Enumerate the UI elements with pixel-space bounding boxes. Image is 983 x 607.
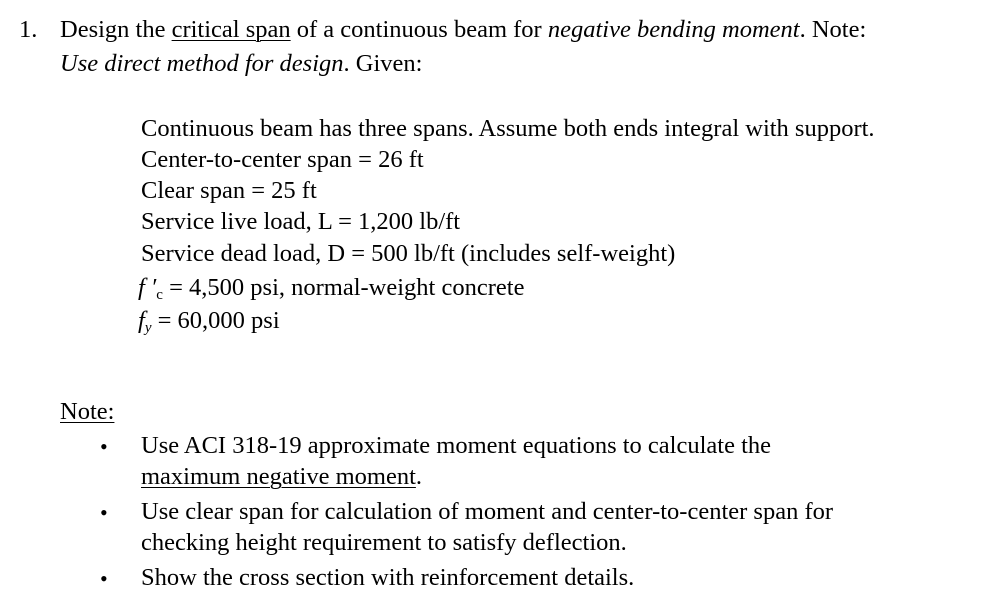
given-line-fc xyxy=(138,276,524,301)
fy-subscript: y xyxy=(144,320,152,336)
given-line-3: Clear span = 25 ft xyxy=(141,177,317,204)
problem-number: 1. xyxy=(19,16,38,43)
given-line-4: Service live load, L = 1,200 lb/ft xyxy=(141,208,461,235)
bullet-2-icon: • xyxy=(100,500,108,525)
intro-text: Design the xyxy=(60,16,172,43)
critical-span-text: critical span xyxy=(171,16,291,43)
fy-value: = 60,000 psi xyxy=(151,307,280,334)
fy-symbol: f xyxy=(138,307,145,334)
bullet-1-period: . xyxy=(415,463,423,490)
bullet-2-line-1: Use clear span for calculation of moment and center-to-center span for xyxy=(141,498,834,525)
bullet-3-line-1: Show the cross section with reinforcement details. xyxy=(141,564,635,591)
max-negative-moment-text: maximum negative moment xyxy=(141,463,416,490)
negative-moment-text: negative bending moment xyxy=(547,16,800,43)
problem-line-2 xyxy=(60,52,422,77)
bullet-1-line-1: Use ACI 318-19 approximate moment equations to calculate the xyxy=(141,432,772,459)
given-line-5: Service dead load, D = 500 lb/ft (includes self-weight) xyxy=(141,240,676,267)
direct-method-text: Use direct method for design xyxy=(60,50,344,77)
fc-value: = 4,500 psi, normal-weight concrete xyxy=(162,274,525,301)
fc-symbol: f ′ xyxy=(138,274,157,301)
given-line-fy xyxy=(138,309,280,334)
note-inline-text: . Note: xyxy=(799,16,867,43)
given-line-2: Center-to-center span = 26 ft xyxy=(141,146,424,173)
bullet-2-line-2: checking height requirement to satisfy deflection. xyxy=(141,529,627,556)
bullet-3-icon: • xyxy=(100,566,108,591)
fc-subscript: c xyxy=(156,287,163,303)
problem-line-1 xyxy=(60,18,866,43)
notes-heading: Note: xyxy=(60,398,115,425)
bullet-1-icon: • xyxy=(100,434,108,459)
mid-text: of a continuous beam for xyxy=(290,16,548,43)
given-line-1: Continuous beam has three spans. Assume both ends integral with support. xyxy=(141,115,875,142)
bullet-1-line-2 xyxy=(141,465,422,490)
given-text: . Given: xyxy=(343,50,423,77)
